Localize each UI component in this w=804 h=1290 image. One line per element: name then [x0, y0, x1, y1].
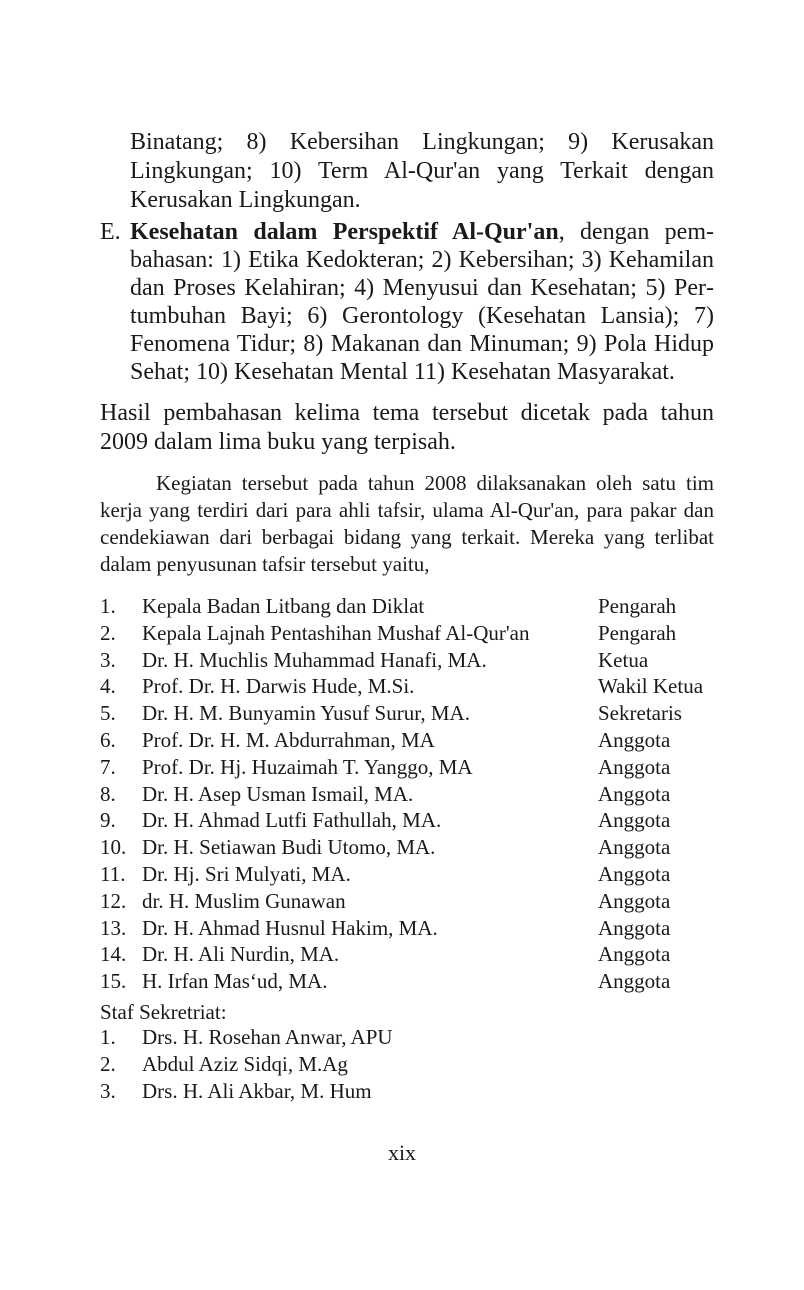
- member-number: 12.: [100, 888, 127, 913]
- member-name: Dr. H. M. Bunyamin Yusuf Surur, MA.: [142, 701, 470, 726]
- member-number: 3.: [100, 647, 116, 672]
- member-row: [100, 807, 720, 834]
- item-title: Kesehatan dalam Perspektif Al-Qur'an: [130, 219, 559, 245]
- member-number: 11.: [100, 861, 126, 886]
- member-name: dr. H. Muslim Gunawan: [142, 888, 346, 913]
- member-name: Prof. Dr. H. Darwis Hude, M.Si.: [142, 674, 415, 699]
- member-name: H. Irfan Mas‘ud, MA.: [142, 969, 328, 994]
- member-name: Prof. Dr. Hj. Huzaimah T. Yanggo, MA: [142, 754, 473, 779]
- staff-row: [100, 1051, 600, 1078]
- member-number: 10.: [100, 835, 127, 860]
- staff-number: 3.: [100, 1078, 116, 1103]
- member-row: [100, 673, 720, 700]
- member-name: Dr. H. Muchlis Muhammad Hanafi, MA.: [142, 647, 487, 672]
- list-marker: E.: [100, 219, 121, 245]
- member-row: [100, 968, 720, 995]
- member-role: Anggota: [598, 835, 671, 860]
- member-number: 2.: [100, 620, 116, 645]
- item-text: , dengan pembahasan: 1) Etika Kedokteran; 2) Kebersihan; 3) Kehamilan dan Proses Kelahiran; 4) Menyusui dan Kesehatan; 5) Pertumbuhan Bayi; 6) Gerontology (Kesehatan Lansia); 7) Fenomena Tidur; 8) Makanan dan Minuman; 9) Pola Hidup Sehat; 10) Kesehatan Mental 11) Kesehatan Masyarakat.: [130, 219, 714, 385]
- member-role: Sekretaris: [598, 701, 682, 726]
- member-number: 14.: [100, 942, 127, 967]
- staff-heading: Staf Sekretriat:: [100, 1000, 227, 1024]
- member-name: Dr. H. Ahmad Lutfi Fathullah, MA.: [142, 808, 442, 833]
- member-row: [100, 754, 720, 781]
- member-row: [100, 620, 720, 647]
- member-name: Dr. Hj. Sri Mulyati, MA.: [142, 861, 351, 886]
- member-role: Anggota: [598, 727, 671, 752]
- staff-row: [100, 1024, 600, 1051]
- member-number: 6.: [100, 727, 116, 752]
- paragraph-team: [100, 470, 714, 578]
- member-role: Anggota: [598, 808, 671, 833]
- member-row: [100, 941, 720, 968]
- list-continuation: Binatang; 8) Kebersihan Lingkungan; 9) Kerusakan Lingkungan; 10) Term Al-Qur'an yang Terkait dengan Kerusakan Lingkungan.: [130, 129, 714, 213]
- staff-name: Abdul Aziz Sidqi, M.Ag: [142, 1051, 348, 1076]
- staff-number: 2.: [100, 1051, 116, 1076]
- member-row: [100, 861, 720, 888]
- member-name: Kepala Lajnah Pentashihan Mushaf Al-Qur'an: [142, 620, 530, 645]
- member-row: [100, 888, 720, 915]
- member-number: 15.: [100, 969, 127, 994]
- member-role: Anggota: [598, 915, 671, 940]
- paragraph-team-text: Kegiatan tersebut pada tahun 2008 dilaksanakan oleh satu tim kerja yang terdiri dari para ahli tafsir, ulama Al-Qur'an, para pakar dan cendekiawan dari berbagai bidang yang terkait. Mereka yang terlibat dalam penyusunan tafsir tersebut yaitu,: [100, 471, 714, 576]
- member-name: Dr. H. Setiawan Budi Utomo, MA.: [142, 835, 436, 860]
- page-number: xix: [387, 1140, 417, 1165]
- member-role: Anggota: [598, 781, 671, 806]
- member-role: Pengarah: [598, 620, 677, 645]
- member-row: [100, 781, 720, 808]
- member-role: Anggota: [598, 969, 671, 994]
- list-item-body: [130, 218, 714, 386]
- member-role: Anggota: [598, 754, 671, 779]
- member-row: [100, 647, 720, 674]
- member-row: [100, 593, 720, 620]
- staff-name: Drs. H. Ali Akbar, M. Hum: [142, 1078, 372, 1103]
- member-name: Dr. H. Asep Usman Ismail, MA.: [142, 781, 414, 806]
- member-number: 9.: [100, 808, 116, 833]
- staff-row: [100, 1078, 600, 1105]
- member-number: 5.: [100, 701, 116, 726]
- staff-name: Drs. H. Rosehan Anwar, APU: [142, 1025, 393, 1049]
- paragraph-publication: Hasil pembahasan kelima tema tersebut dicetak pada tahun 2009 dalam lima buku yang terpisah.: [100, 400, 714, 455]
- member-role: Anggota: [598, 861, 671, 886]
- member-name: Dr. H. Ali Nurdin, MA.: [142, 942, 340, 967]
- member-name: Kepala Badan Litbang dan Diklat: [142, 594, 425, 618]
- staff-number: 1.: [100, 1025, 116, 1049]
- member-role: Pengarah: [598, 594, 677, 618]
- member-number: 13.: [100, 915, 127, 940]
- member-row: [100, 834, 720, 861]
- member-role: Anggota: [598, 888, 671, 913]
- member-number: 4.: [100, 674, 116, 699]
- member-role: Wakil Ketua: [598, 674, 704, 699]
- staff-list: [100, 1024, 600, 1104]
- member-role: Anggota: [598, 942, 671, 967]
- member-row: [100, 727, 720, 754]
- member-name: Prof. Dr. H. M. Abdurrahman, MA: [142, 727, 435, 752]
- member-number: 7.: [100, 754, 116, 779]
- member-row: [100, 915, 720, 942]
- team-member-list: [100, 593, 720, 995]
- member-row: [100, 700, 720, 727]
- member-name: Dr. H. Ahmad Husnul Hakim, MA.: [142, 915, 438, 940]
- member-role: Ketua: [598, 647, 649, 672]
- list-item-e: [100, 218, 714, 386]
- member-number: 8.: [100, 781, 116, 806]
- member-number: 1.: [100, 594, 116, 618]
